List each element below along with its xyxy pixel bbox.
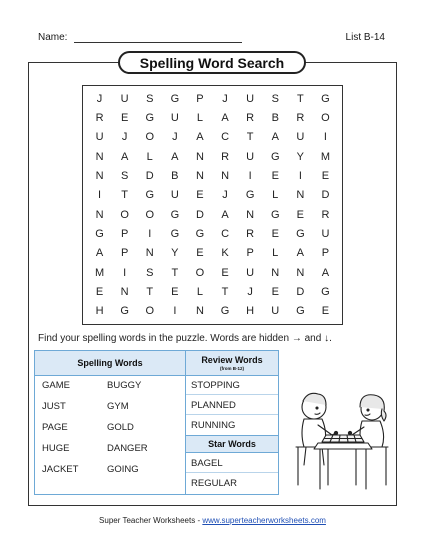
grid-letter[interactable]: G xyxy=(145,111,155,124)
grid-letter[interactable]: N xyxy=(195,150,204,163)
grid-letter[interactable]: G xyxy=(296,305,305,318)
spelling-words-header-text: Spelling Words xyxy=(77,358,143,368)
grid-letter[interactable]: U xyxy=(271,305,280,318)
grid-letter[interactable]: U xyxy=(95,131,104,144)
grid-letter[interactable]: O xyxy=(120,208,129,221)
grid-letter[interactable]: I xyxy=(323,131,327,144)
grid-letter[interactable]: D xyxy=(321,189,330,202)
star-words-header xyxy=(186,435,278,453)
row-line xyxy=(186,394,278,395)
grid-letter[interactable]: C xyxy=(221,131,230,144)
grid-letter[interactable]: G xyxy=(270,208,280,221)
instructions: Find your spelling words in the puzzle. Words are hidden → and ↓. xyxy=(38,333,332,344)
grid-letter[interactable]: T xyxy=(221,285,229,298)
grid-letter[interactable]: S xyxy=(146,92,154,105)
grid-letter[interactable]: T xyxy=(146,285,154,298)
grid-letter[interactable]: O xyxy=(145,305,155,318)
grid-letter[interactable]: O xyxy=(145,208,155,221)
grid-letter[interactable]: E xyxy=(296,208,305,221)
grid-letter[interactable]: Y xyxy=(171,247,179,260)
grid-letter[interactable]: A xyxy=(271,131,279,144)
row-line xyxy=(186,472,278,473)
grid-letter[interactable]: J xyxy=(222,92,228,105)
spelling-word: HUGE xyxy=(42,443,70,454)
grid-letter[interactable]: U xyxy=(170,189,179,202)
grid-letter[interactable]: G xyxy=(321,285,330,298)
grid-letter[interactable]: R xyxy=(221,150,230,163)
page-title-text: Spelling Word Search xyxy=(139,54,285,71)
grid-letter[interactable]: G xyxy=(170,92,180,105)
grid-letter[interactable]: G xyxy=(170,227,180,240)
footer-link[interactable]: www.superteacherworksheets.com xyxy=(202,516,326,525)
grid-letter[interactable]: E xyxy=(196,189,204,202)
page-title xyxy=(118,51,306,74)
grid-letter[interactable]: S xyxy=(146,266,154,279)
review-words-subheader: (from B-12) xyxy=(219,366,244,371)
grid-letter[interactable]: R xyxy=(95,111,104,124)
grid-letter[interactable]: G xyxy=(245,189,255,202)
grid-letter[interactable]: E xyxy=(321,169,330,182)
spelling-word: GYM xyxy=(107,401,129,412)
grid-letter[interactable]: R xyxy=(246,111,255,124)
grid-letter[interactable]: U xyxy=(296,131,305,144)
grid-letter[interactable]: G xyxy=(270,150,280,163)
grid-letter[interactable]: N xyxy=(95,208,104,221)
grid-letter[interactable]: P xyxy=(246,247,254,260)
grid-letter[interactable]: O xyxy=(145,131,155,144)
grid-letter[interactable]: P xyxy=(196,92,204,105)
grid-letter[interactable]: J xyxy=(121,131,128,144)
grid-letter[interactable]: A xyxy=(221,208,229,221)
grid-letter[interactable]: P xyxy=(120,227,129,240)
grid-letter[interactable]: E xyxy=(95,285,104,298)
grid-letter[interactable]: N xyxy=(271,266,280,279)
grid-letter[interactable]: A xyxy=(321,266,330,279)
grid-letter[interactable]: I xyxy=(148,227,152,240)
grid-letter[interactable]: E xyxy=(271,285,279,298)
star-word: REGULAR xyxy=(191,478,237,489)
name-line[interactable] xyxy=(74,42,242,43)
grid-letter[interactable]: C xyxy=(221,227,230,240)
grid-letter[interactable]: A xyxy=(95,247,104,260)
grid-letter[interactable]: K xyxy=(221,247,229,260)
grid-letter[interactable]: G xyxy=(321,92,330,105)
footer xyxy=(0,516,425,525)
grid-letter[interactable]: O xyxy=(195,266,205,279)
grid-letter[interactable]: R xyxy=(321,208,330,221)
grid-letter[interactable]: A xyxy=(296,247,305,260)
spelling-words-header xyxy=(35,351,185,376)
grid-letter[interactable]: A xyxy=(171,150,179,163)
grid-letter[interactable]: U xyxy=(246,92,255,105)
spelling-word: JACKET xyxy=(42,464,79,475)
grid-letter[interactable]: A xyxy=(221,111,229,124)
review-words-header-text: Review Words xyxy=(201,355,263,365)
row-line xyxy=(186,414,278,415)
grid-letter[interactable]: N xyxy=(120,285,129,298)
grid-letter[interactable]: I xyxy=(98,189,102,202)
star-word: BAGEL xyxy=(191,458,223,469)
grid-letter[interactable]: U xyxy=(321,227,330,240)
grid-letter[interactable]: G xyxy=(95,227,104,240)
grid-letter[interactable]: R xyxy=(246,227,255,240)
spelling-word: GOING xyxy=(107,464,139,475)
grid-letter[interactable]: U xyxy=(246,266,255,279)
grid-letter[interactable]: N xyxy=(95,169,104,182)
word-bank-table xyxy=(34,350,279,495)
grid-letter[interactable]: N xyxy=(296,266,305,279)
grid-letter[interactable]: S xyxy=(271,92,279,105)
grid-letter[interactable]: E xyxy=(271,227,279,240)
grid-letter[interactable]: T xyxy=(121,189,128,202)
grid-letter[interactable]: E xyxy=(120,111,129,124)
grid-letter[interactable]: N xyxy=(195,169,204,182)
grid-letter[interactable]: P xyxy=(321,247,330,260)
review-words-header xyxy=(186,351,278,376)
grid-letter[interactable]: U xyxy=(120,92,129,105)
grid-letter[interactable]: M xyxy=(94,266,105,279)
grid-letter[interactable]: L xyxy=(196,111,203,124)
grid-letter[interactable]: G xyxy=(220,305,230,318)
list-id: List B-14 xyxy=(345,32,385,43)
spelling-word: DANGER xyxy=(107,443,148,454)
grid-letter[interactable]: N xyxy=(221,169,230,182)
name-label: Name: xyxy=(38,32,68,43)
spelling-word: JUST xyxy=(42,401,66,412)
grid-letter[interactable]: G xyxy=(145,189,155,202)
grid-letter[interactable]: D xyxy=(145,169,154,182)
grid-letter[interactable]: O xyxy=(321,111,330,124)
grid-letter[interactable]: I xyxy=(298,169,302,182)
grid-letter[interactable]: S xyxy=(120,169,129,182)
spelling-word: GOLD xyxy=(107,422,134,433)
star-words-header-text: Star Words xyxy=(208,439,256,449)
grid-letter[interactable]: I xyxy=(123,266,127,279)
grid-letter[interactable]: N xyxy=(145,247,154,260)
grid-letter[interactable]: T xyxy=(296,92,304,105)
grid-letter[interactable]: G xyxy=(195,227,205,240)
grid-letter[interactable]: E xyxy=(171,285,179,298)
grid-letter[interactable]: J xyxy=(172,131,178,144)
grid-letter[interactable]: J xyxy=(247,285,253,298)
spelling-word: PAGE xyxy=(42,422,68,433)
grid-letter[interactable]: I xyxy=(173,305,177,318)
grid-letter[interactable]: L xyxy=(146,150,153,163)
grid-letter[interactable]: D xyxy=(296,285,305,298)
grid-letter[interactable]: E xyxy=(221,266,229,279)
footer-text: Super Teacher Worksheets - xyxy=(99,516,203,525)
grid-letter[interactable]: G xyxy=(170,208,180,221)
grid-letter[interactable]: E xyxy=(196,247,204,260)
grid-letter[interactable]: B xyxy=(271,111,279,124)
grid-letter[interactable]: A xyxy=(196,131,204,144)
grid-letter[interactable]: L xyxy=(272,247,279,260)
grid-letter[interactable]: U xyxy=(246,150,255,163)
grid-letter[interactable]: B xyxy=(171,169,179,182)
spelling-word: GAME xyxy=(42,380,70,391)
review-word: PLANNED xyxy=(191,400,236,411)
grid-letter[interactable]: I xyxy=(248,169,252,182)
grid-letter[interactable]: E xyxy=(271,169,279,182)
grid-letter[interactable]: H xyxy=(95,305,104,318)
grid-letter[interactable]: N xyxy=(246,208,255,221)
grid-letter[interactable]: R xyxy=(296,111,305,124)
grid-letter[interactable]: L xyxy=(272,189,279,202)
word-search-grid xyxy=(83,86,342,324)
grid-letter[interactable]: D xyxy=(195,208,204,221)
grid-letter[interactable]: G xyxy=(120,305,129,318)
grid-letter[interactable]: H xyxy=(246,305,255,318)
grid-letter[interactable]: N xyxy=(296,189,305,202)
grid-letter[interactable]: J xyxy=(96,92,103,105)
grid-letter[interactable]: P xyxy=(120,247,129,260)
review-word: RUNNING xyxy=(191,420,236,431)
grid-letter[interactable]: E xyxy=(321,305,330,318)
grid-letter[interactable]: N xyxy=(195,305,204,318)
grid-letter[interactable]: T xyxy=(246,131,254,144)
kids-board-game-illustration xyxy=(288,385,396,495)
grid-letter[interactable]: N xyxy=(95,150,104,163)
grid-letter[interactable]: U xyxy=(170,111,179,124)
grid-letter[interactable]: L xyxy=(196,285,203,298)
grid-letter[interactable]: J xyxy=(222,189,228,202)
review-word: STOPPING xyxy=(191,380,240,391)
grid-letter[interactable]: T xyxy=(171,266,179,279)
grid-letter[interactable]: A xyxy=(120,150,129,163)
grid-letter[interactable]: Y xyxy=(296,150,305,163)
grid-letter[interactable]: M xyxy=(320,150,331,163)
grid-letter[interactable]: G xyxy=(296,227,305,240)
spelling-word: BUGGY xyxy=(107,380,142,391)
word-search-box xyxy=(82,85,343,325)
